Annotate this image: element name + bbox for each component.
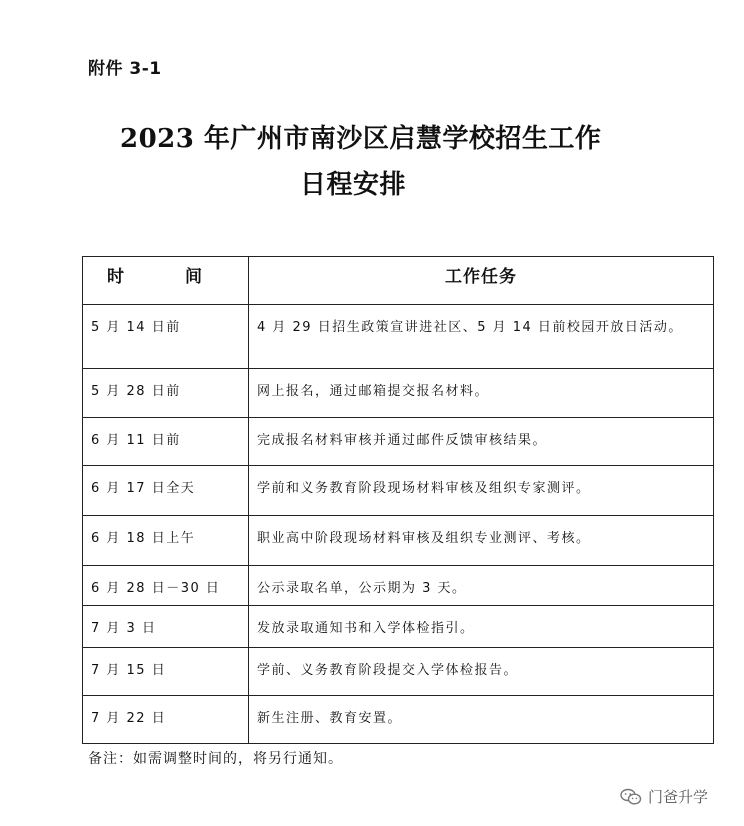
row-date: 7 月 3 日 (83, 606, 249, 648)
table-row (83, 516, 714, 566)
row-task: 完成报名材料审核并通过邮件反馈审核结果。 (249, 418, 714, 466)
wechat-icon (620, 788, 642, 806)
table-row (83, 305, 714, 369)
row-task: 公示录取名单，公示期为 3 天。 (249, 566, 714, 606)
row-task: 学前和义务教育阶段现场材料审核及组织专家测评。 (249, 466, 714, 516)
table-row (83, 606, 714, 648)
watermark (620, 786, 708, 807)
row-task: 职业高中阶段现场材料审核及组织专业测评、考核。 (249, 516, 714, 566)
table-row (83, 369, 714, 418)
row-date: 7 月 15 日 (83, 648, 249, 696)
table-header-row (83, 257, 714, 305)
document-title-line-2: 日程安排 (300, 170, 407, 200)
table-row (83, 566, 714, 606)
row-task: 网上报名，通过邮箱提交报名材料。 (249, 369, 714, 418)
attachment-label: 附件 3-1 (88, 59, 162, 79)
row-task: 发放录取通知书和入学体检指引。 (249, 606, 714, 648)
row-date: 7 月 22 日 (83, 696, 249, 744)
header-task: 工作任务 (249, 257, 714, 305)
row-task: 学前、义务教育阶段提交入学体检报告。 (249, 648, 714, 696)
row-date: 6 月 17 日全天 (83, 466, 249, 516)
header-time: 时 间 (83, 257, 249, 305)
row-date: 6 月 11 日前 (83, 418, 249, 466)
document-title-line-1: 2023 年广州市南沙区启慧学校招生工作 (120, 124, 602, 154)
row-date: 5 月 14 日前 (83, 305, 249, 369)
row-date: 5 月 28 日前 (83, 369, 249, 418)
table-row (83, 418, 714, 466)
row-task: 4 月 29 日招生政策宣讲进社区、5 月 14 日前校园开放日活动。 (249, 305, 714, 369)
schedule-table (82, 256, 714, 744)
footnote: 备注：如需调整时间的，将另行通知。 (88, 751, 343, 767)
table-row (83, 696, 714, 744)
row-task: 新生注册、教育安置。 (249, 696, 714, 744)
row-date: 6 月 18 日上午 (83, 516, 249, 566)
table-row (83, 466, 714, 516)
table-row (83, 648, 714, 696)
row-date: 6 月 28 日－30 日 (83, 566, 249, 606)
watermark-text: 门爸升学 (648, 788, 709, 806)
